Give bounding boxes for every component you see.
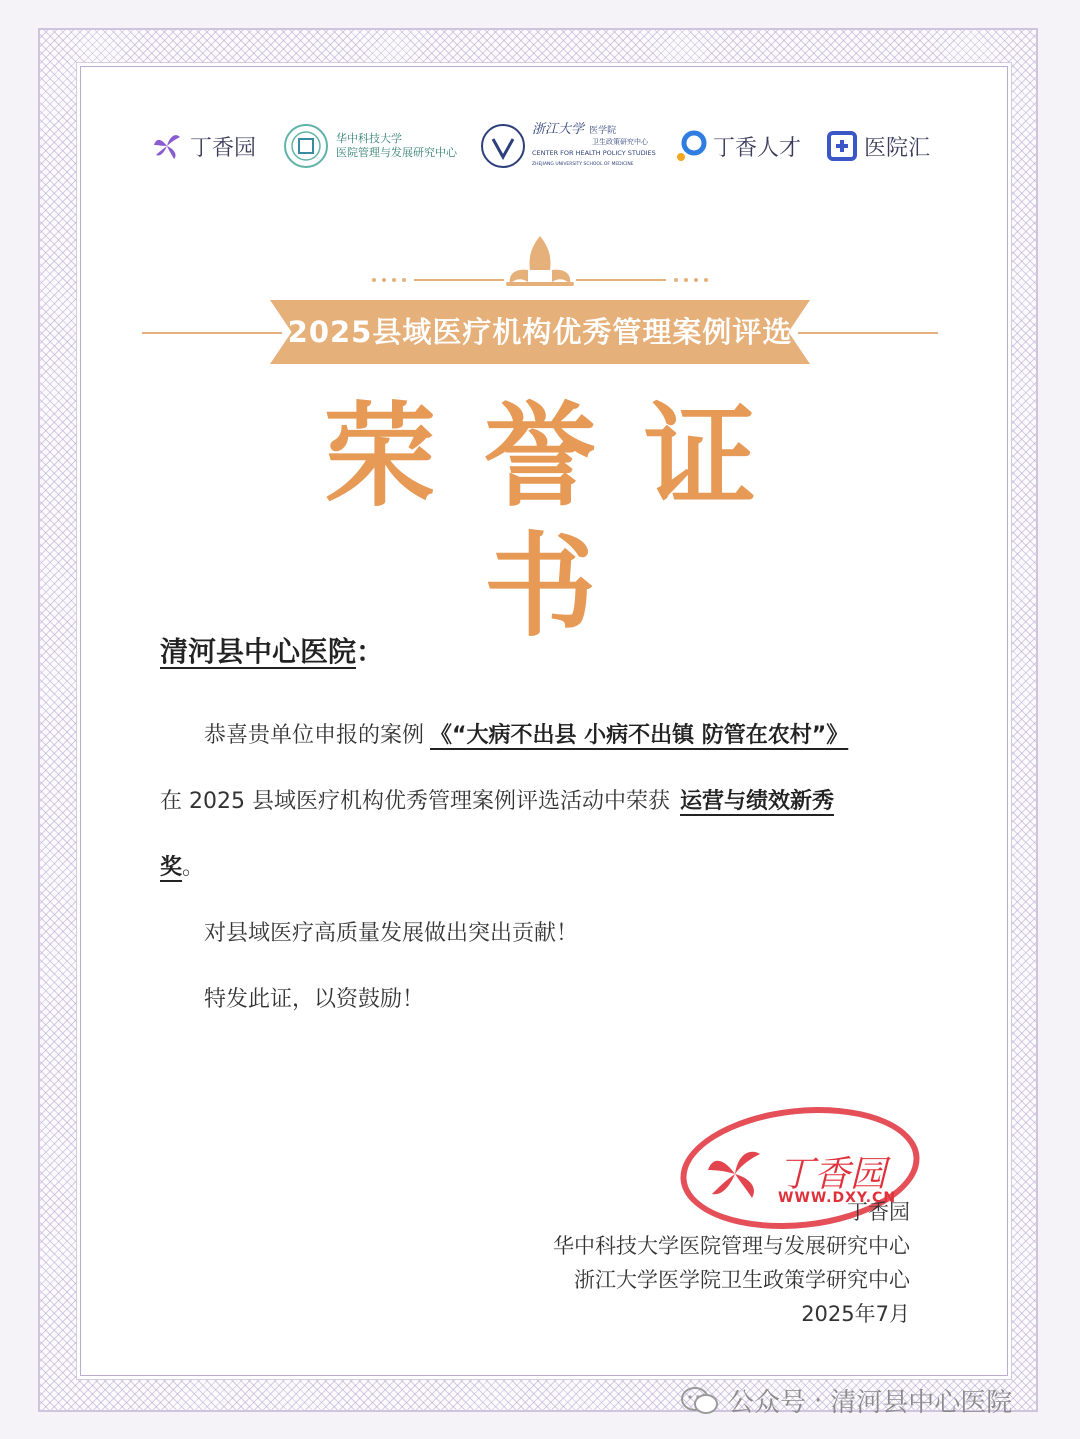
seal-flower-icon [700, 1140, 770, 1204]
signature-org-1: 丁香园 [847, 1200, 910, 1224]
wechat-watermark [680, 1382, 1012, 1419]
body-line-4: 对县域医疗高质量发展做出突出贡献！ [204, 921, 579, 946]
talent-logo [675, 118, 801, 174]
body-line-2 [160, 784, 834, 815]
hospital-logo [826, 118, 930, 174]
seal-url: WWW.DXY.CN [778, 1190, 897, 1206]
zju-emblem-icon [480, 123, 526, 169]
body-line-1 [204, 718, 848, 749]
case-name: 《“大病不出县 小病不出镇 防管在农村”》 [430, 723, 849, 748]
hospital-plus-icon [826, 130, 858, 162]
hust-logo-line1: 华中科技大学 [336, 132, 402, 145]
hust-emblem-icon [282, 122, 330, 170]
signature-org-3: 浙江大学医学院卫生政策学研究中心 [574, 1268, 910, 1292]
dxy-flower-icon [150, 129, 184, 163]
talent-logo-text: 丁香人才 [713, 135, 802, 161]
talent-pin-icon [675, 129, 709, 163]
dxy-logo [150, 118, 256, 174]
award-name-part1: 运营与绩效新秀 [679, 789, 834, 814]
hust-logo-line2: 医院管理与发展研究中心 [336, 146, 457, 159]
logo-row [150, 118, 940, 174]
body-line-1-prefix: 恭喜贵单位申报的案例 [204, 723, 425, 748]
body-line-3-suffix: 。 [182, 855, 205, 880]
footer-separator: · [814, 1385, 823, 1416]
certificate-title: 荣誉证书 [324, 392, 804, 652]
hust-logo [282, 118, 457, 174]
signature-date: 2025年7月 [801, 1302, 910, 1326]
zju-center: 卫生政策研究中心 [592, 138, 648, 146]
dxy-logo-text: 丁香园 [190, 135, 257, 161]
body-line-3 [160, 850, 204, 881]
award-name-part2: 奖 [160, 855, 183, 880]
hospital-logo-text: 医院汇 [864, 135, 931, 161]
ribbon-line-left [142, 332, 282, 334]
zju-en2: ZHEJIANG UNIVERSITY SCHOOL OF MEDICINE [532, 162, 634, 167]
seal-name: 丁香园 [778, 1154, 887, 1195]
ornament-icon [360, 228, 720, 292]
zju-en: CENTER FOR HEALTH POLICY STUDIES [532, 149, 656, 157]
body-line-2-prefix: 在 2025 县域医疗机构优秀管理案例评选活动中荣获 [160, 789, 670, 814]
body-line-5: 特发此证，以资鼓励！ [204, 987, 425, 1012]
footer-label: 公众号 [728, 1388, 807, 1418]
wechat-icon [680, 1386, 720, 1416]
ribbon-title: 2025县域医疗机构优秀管理案例评选 [287, 315, 793, 349]
zju-logo [480, 118, 656, 174]
footer-account: 清河县中心医院 [830, 1388, 1013, 1418]
recipient-colon: ： [356, 635, 385, 668]
ribbon-line-right [798, 332, 938, 334]
zju-sub: 医学院 [589, 126, 617, 136]
zju-name: 浙江大学 [532, 122, 585, 137]
recipient-name: 清河县中心医院 [160, 635, 357, 668]
recipient [160, 630, 384, 670]
signature-org-2: 华中科技大学医院管理与发展研究中心 [553, 1234, 910, 1258]
